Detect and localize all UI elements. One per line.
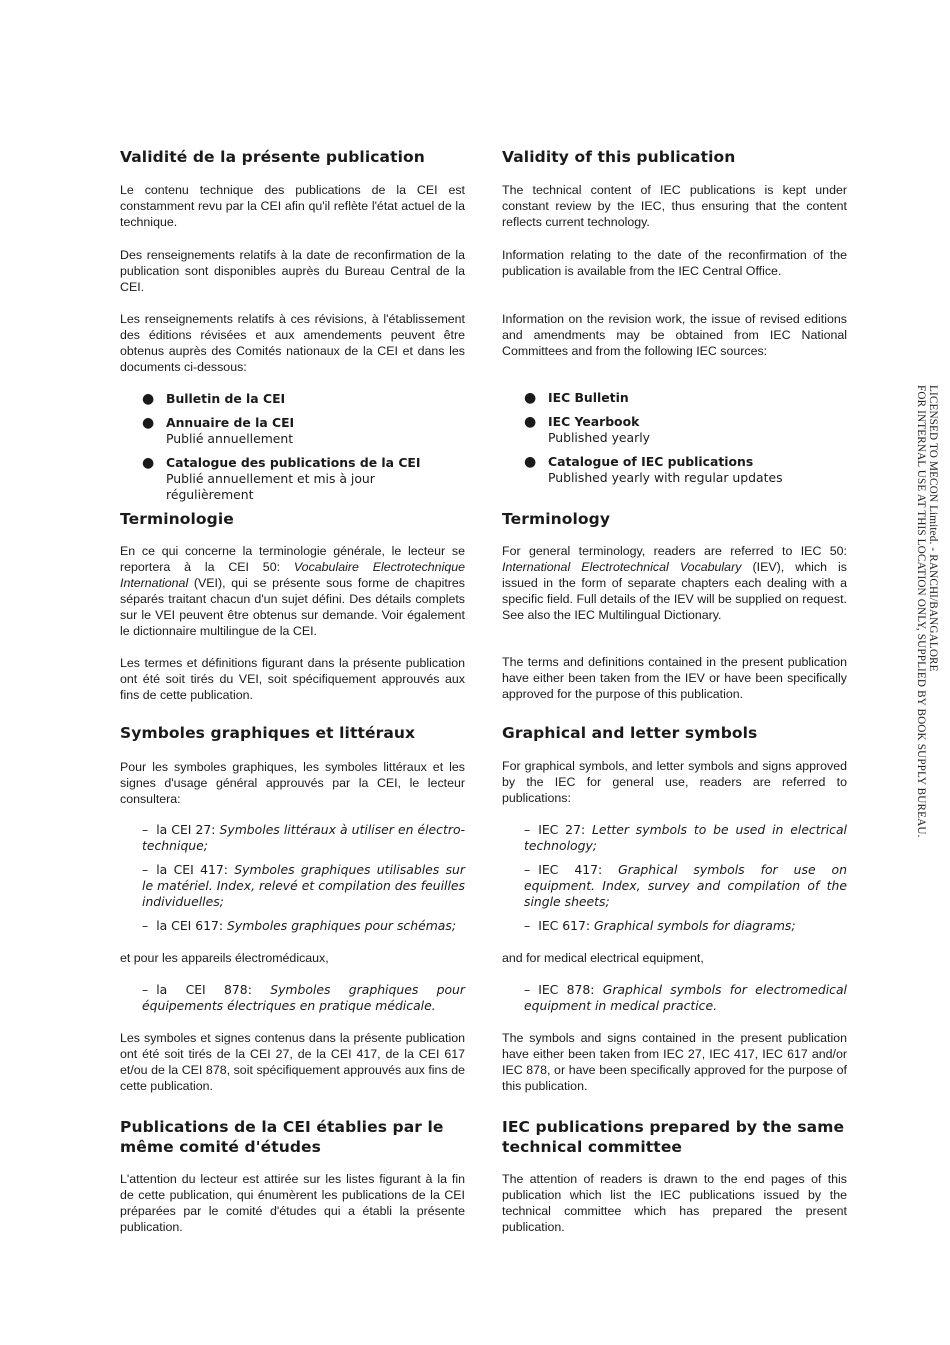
dash-item-iec417-en: – IEC 417: Graphical symbols for use on equipment. Index, survey and compilation of the single sheets; [524,862,847,909]
bullet-icon: ● [524,414,537,430]
license-line-2: FOR INTERNAL USE AT THIS LOCATION ONLY, SUPPLIED BY BOOK SUPPLY BUREAU. [915,385,927,838]
paragraph-symbols-1-en: For graphical symbols, and letter symbols and signs approved by the IEC for general use, readers are referred to publications: [502,759,847,805]
list-item-subtitle: Publié annuellement [166,431,294,446]
text-run: (IEV), which is issued in the form of separate chapters each dealing with a specific field. Full details of the IEV will be supplied on request. See also the IEC Multilingual Dictionary. [502,560,848,622]
publication-title: International Electrotechnical Vocabulary [502,560,742,574]
paragraph-medical-intro-en: and for medical electrical equipment, [502,951,704,965]
dash-item-iec27-fr: – la CEI 27: Symboles littéraux à utiliser en électro-technique; [142,822,465,853]
dash-item-iec27-en: – IEC 27: Letter symbols to be used in electrical technology; [524,822,847,853]
list-item [140,415,465,447]
list-item [522,414,847,446]
section-title-same-tc-fr: Publications de la CEI établies par le même comité d'études [120,1118,444,1156]
paragraph-validity-2-fr: Des renseignements relatifs à la date de reconfirmation de la publication sont disponibles auprès du Bureau Central de la CEI. [120,248,465,294]
section-title-validity-en: Validity of this publication [502,148,736,166]
list-item-subtitle: Published yearly [548,430,651,445]
license-watermark [900,385,944,965]
list-item-subtitle: Published yearly with regular updates [548,470,783,485]
sources-list-fr [140,391,465,511]
list-item [522,390,847,406]
section-title-symbols-en: Graphical and letter symbols [502,724,758,742]
license-line-1: LICENSED TO MECON Limited. - RANCHI/BANGALORE [927,385,939,672]
paragraph-validity-3-fr: Les renseignements relatifs à ces révisions, à l'établissement des éditions révisées et aux amendements peuvent être obtenus auprès des Comités nationaux de la CEI et dans les documents ci-dessous: [120,312,465,374]
dash-item-iec878-fr: – la CEI 878: Symboles graphiques pour équipements électriques en pratique médicale. [142,982,466,1013]
section-title-symbols-fr: Symboles graphiques et littéraux [120,724,416,742]
list-item [140,455,465,503]
sources-list-en [522,390,847,494]
text-run: For general terminology, readers are referred to IEC 50: [502,544,847,558]
dash-item-iec878-en: – IEC 878: Graphical symbols for electromedical equipment in medical practice. [524,982,847,1013]
list-item-subtitle: Publié annuellement et mis à jour régulièrement [166,471,375,502]
section-title-terminology-en: Terminology [502,510,611,528]
section-title-validity-fr: Validité de la présente publication [120,148,425,166]
bullet-icon: ● [524,454,537,470]
paragraph-symbols-2-fr: Les symboles et signes contenus dans la présente publication ont été soit tirés de la CEI 27, de la CEI 417, de la CEI 617 et/ou de la CEI 878, soit spécifiquement approuvés aux fins de cette publication. [120,1031,465,1093]
list-item-title: Catalogue of IEC publications [548,454,754,469]
publication-title: Vocabulaire Electrotechnique International [120,560,465,590]
dash-item-iec417-fr: – la CEI 417: Symboles graphiques utilisables sur le matériel. Index, relevé et compilation des feuilles individuelles; [142,862,466,909]
list-item-title: IEC Yearbook [548,414,640,429]
bullet-icon: ● [142,455,155,471]
text-run: En ce qui concerne la terminologie générale, le lecteur se reportera à la CEI 50: [120,544,465,574]
paragraph-validity-1-fr: Le contenu technique des publications de la CEI est constamment revu par la CEI afin qu'il reflète l'état actuel de la technique. [120,183,465,229]
dash-item-iec617-fr: – la CEI 617: Symboles graphiques pour schémas; [142,918,457,933]
paragraph-terminology-1-en [502,543,847,623]
list-item-title: Annuaire de la CEI [166,415,295,430]
bullet-icon: ● [142,415,155,431]
paragraph-validity-1-en: The technical content of IEC publications is kept under constant review by the IEC, thus ensuring that the content reflects current technology. [502,183,847,229]
dash-item-iec617-en: – IEC 617: Graphical symbols for diagrams; [524,918,796,933]
paragraph-symbols-2-en: The symbols and signs contained in the present publication have either been taken from IEC 27, IEC 417, IEC 617 and/or IEC 878, or have been specifically approved for the purpose of this publication. [502,1031,847,1093]
paragraph-validity-3-en: Information on the revision work, the issue of revised editions and amendments may be obtained from IEC National Committees and from the following IEC sources: [502,312,847,358]
paragraph-terminology-2-en: The terms and definitions contained in the present publication have either been taken from the IEV or have been specifically approved for the purpose of this publication. [502,655,847,701]
paragraph-medical-intro-fr: et pour les appareils électromédicaux, [120,951,329,965]
section-title-same-tc-en: IEC publications prepared by the same technical committee [502,1118,845,1156]
list-item [140,391,465,407]
list-item-title: Bulletin de la CEI [166,391,286,406]
bullet-icon: ● [524,390,537,406]
paragraph-terminology-2-fr: Les termes et définitions figurant dans la présente publication ont été soit tirés du VEI, soit spécifiquement approuvés aux fins de cette publication. [120,656,465,702]
bullet-icon: ● [142,391,155,407]
paragraph-same-tc-en: The attention of readers is drawn to the end pages of this publication which list the IEC publications issued by the technical committee which has prepared the present publication. [502,1172,847,1234]
paragraph-validity-2-en: Information relating to the date of the reconfirmation of the publication is available from the IEC Central Office. [502,248,847,278]
list-item [522,454,847,486]
section-title-terminology-fr: Terminologie [120,510,234,528]
list-item-title: IEC Bulletin [548,390,629,405]
paragraph-symbols-1-fr: Pour les symboles graphiques, les symboles littéraux et les signes d'usage général approuvés par la CEI, le lecteur consultera: [120,760,465,806]
paragraph-same-tc-fr: L'attention du lecteur est attirée sur les listes figurant à la fin de cette publication, qui énumèrent les publications de la CEI préparées par le comité d'études qui a établi la présente publication. [120,1172,465,1234]
paragraph-terminology-1-fr [120,543,465,639]
text-run: (VEI), qui se présente sous forme de chapitres séparés traitant chacun d'un sujet défini. Des détails complets sur le VEI peuvent être obtenus sur demande. Voir également le dictionnaire multilingue de la CEI. [120,576,465,638]
list-item-title: Catalogue des publications de la CEI [166,455,421,470]
